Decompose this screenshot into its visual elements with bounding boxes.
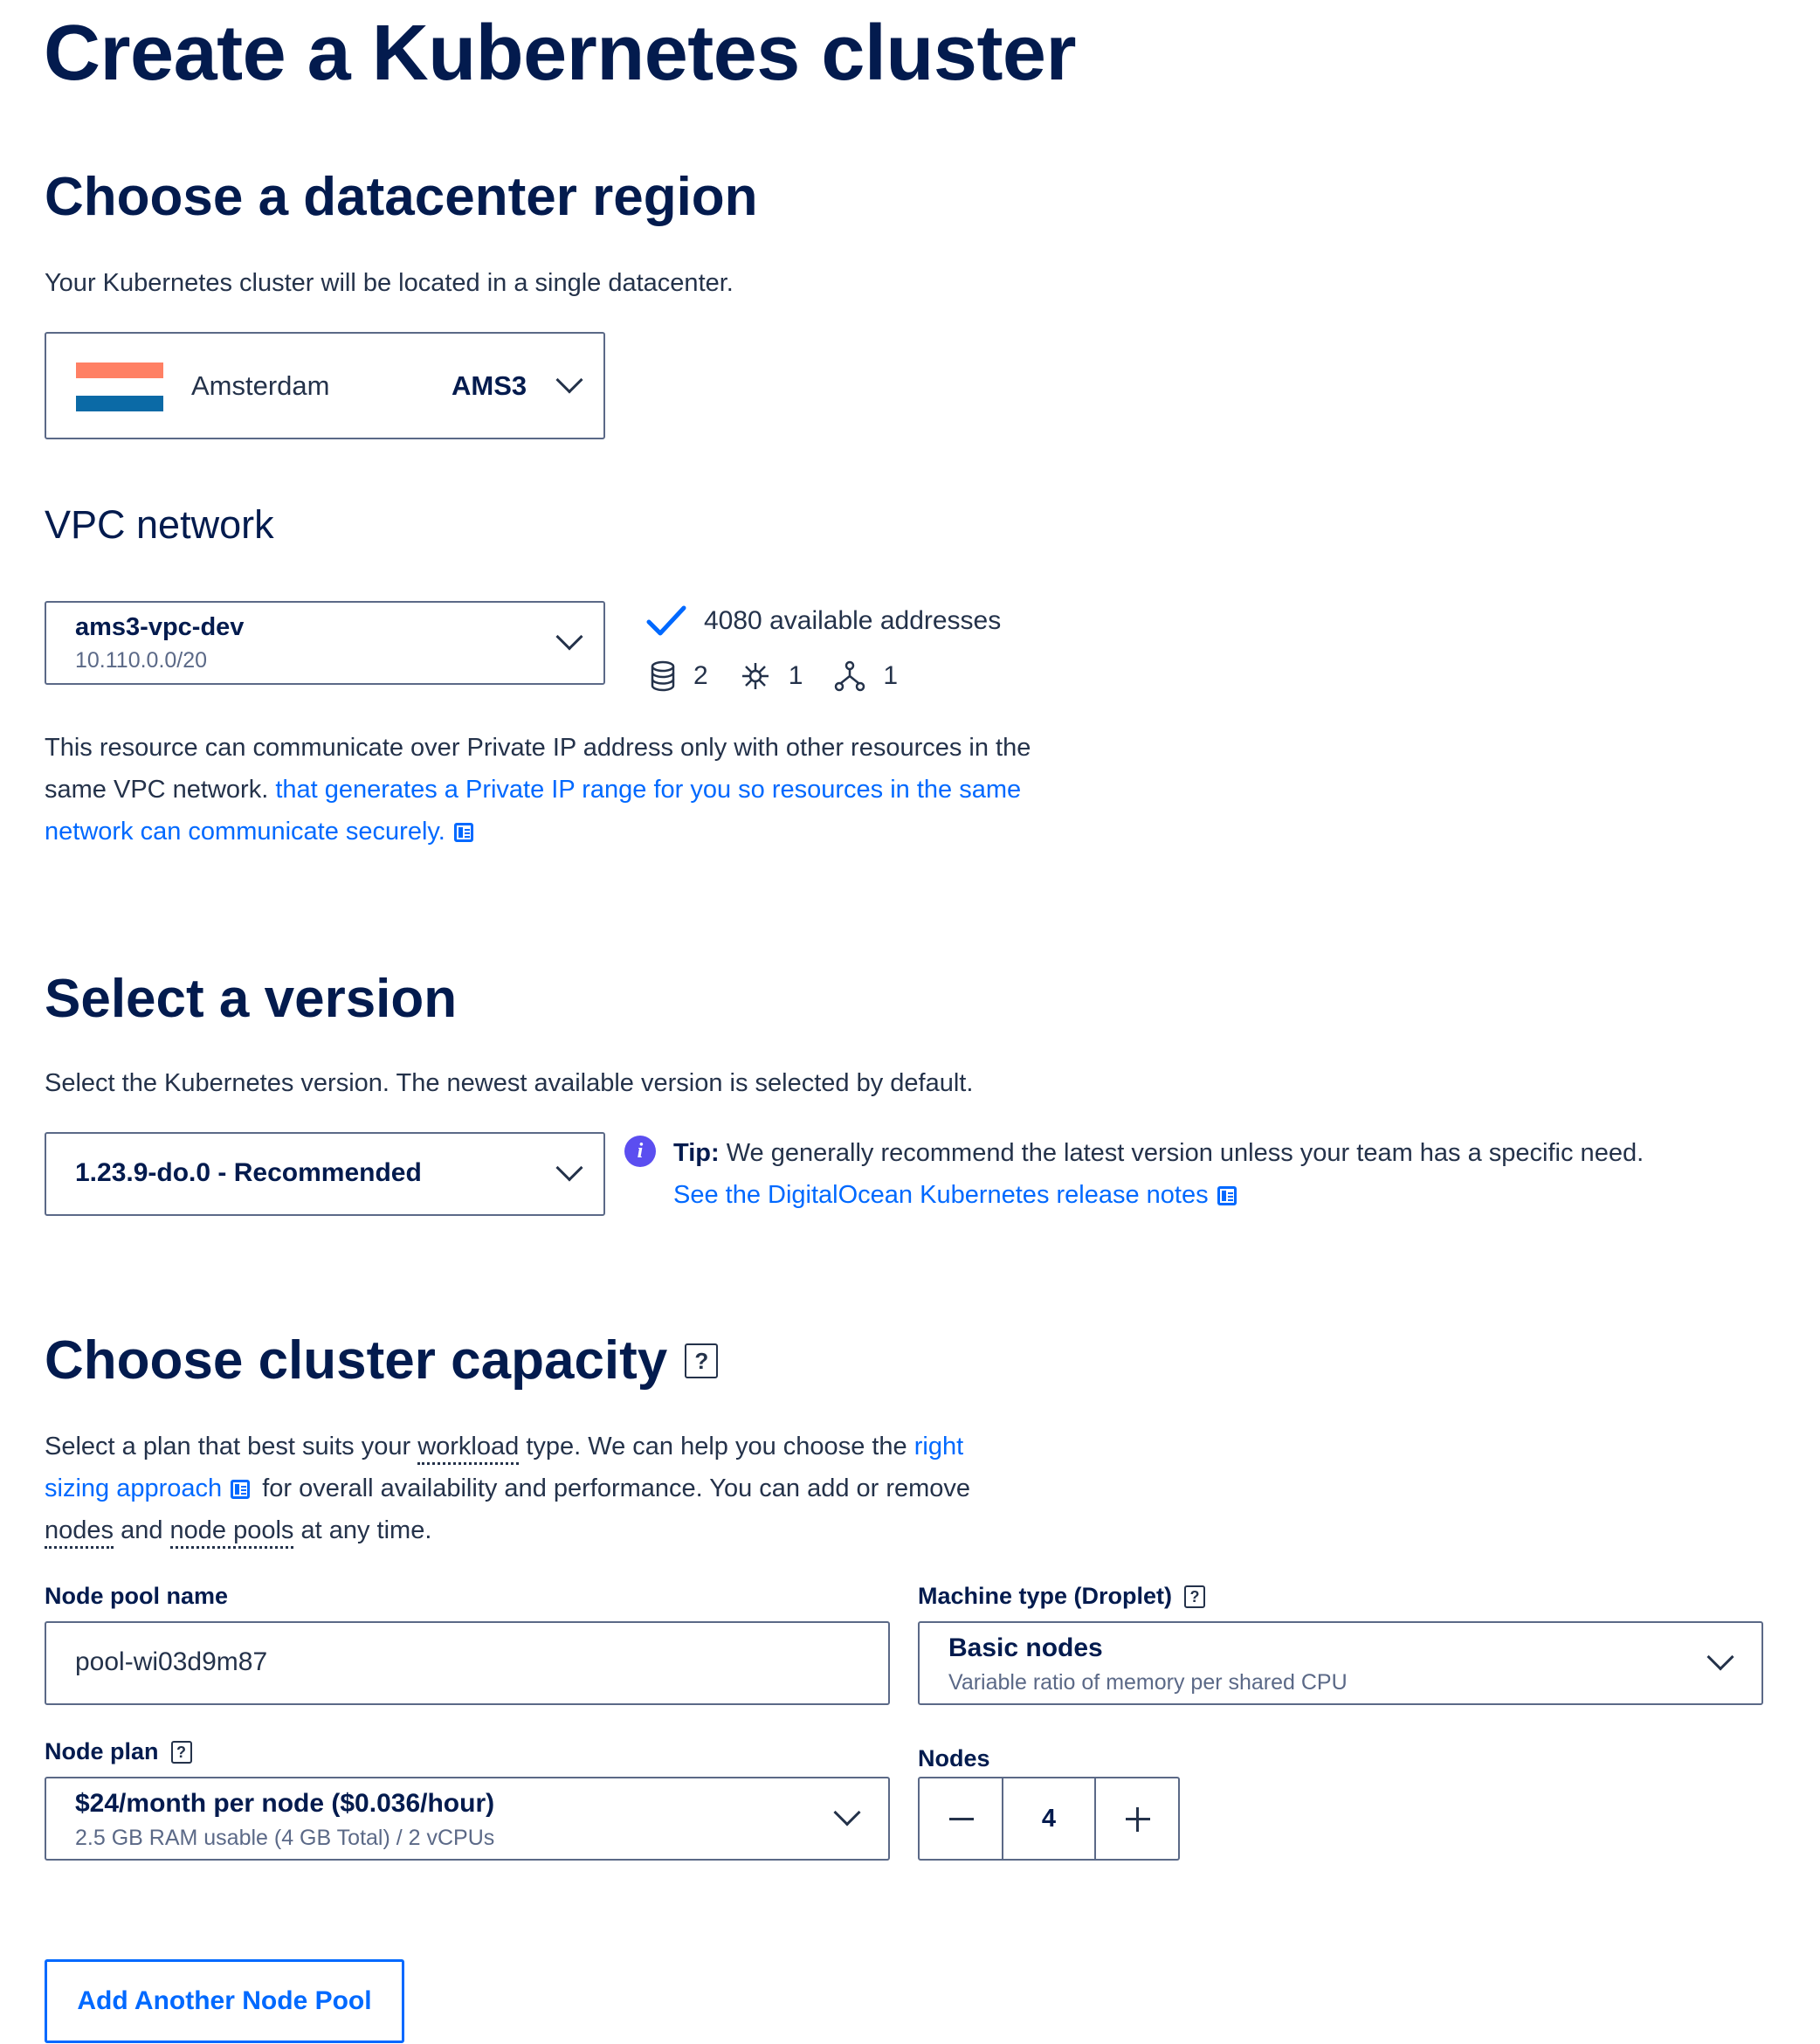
sizing-link[interactable]: sizing approach (45, 1474, 223, 1502)
node-plan-subtitle: 2.5 GB RAM usable (4 GB Total) / 2 vCPUs (75, 1826, 495, 1850)
release-notes-link[interactable]: See the DigitalOcean Kubernetes release notes (673, 1181, 1209, 1209)
nodes-label: Nodes (918, 1745, 990, 1771)
node-plan-title: $24/month per node ($0.036/hour) (75, 1789, 495, 1818)
node-plan-select[interactable] (45, 1777, 890, 1861)
help-icon[interactable]: ? (1184, 1585, 1205, 1608)
node-pool-name-label: Node pool name (45, 1583, 229, 1609)
vpc-info (45, 727, 1093, 853)
machine-type-label: Machine type (Droplet) (918, 1583, 1173, 1609)
vpc-availability (646, 604, 1001, 638)
machine-type-subtitle: Variable ratio of memory per shared CPU (948, 1670, 1348, 1695)
machine-type-label-row (918, 1583, 1205, 1610)
info-icon: i (624, 1136, 656, 1167)
vpc-info-text: This resource can communicate over Private IP address only with other resources in the same VPC network. (45, 734, 1031, 804)
node-pool-name-input[interactable] (45, 1621, 890, 1705)
chevron-down-icon (1706, 1643, 1734, 1670)
region-description: Your Kubernetes cluster will be located in a single datacenter. (45, 269, 734, 297)
help-icon[interactable]: ? (685, 1343, 718, 1378)
capacity-desc-text: for overall availability and performance. You can add or remove (262, 1474, 971, 1502)
machine-type-title: Basic nodes (948, 1633, 1103, 1662)
capacity-desc-text: Select a plan that best suits your (45, 1433, 411, 1460)
region-code: AMS3 (452, 370, 527, 401)
cluster-count: 1 (788, 661, 803, 690)
checkmark-icon (646, 604, 686, 638)
capacity-heading: Choose cluster capacity (45, 1330, 668, 1391)
version-description: Select the Kubernetes version. The newest available version is selected by default. (45, 1069, 974, 1097)
workload-term[interactable]: workload (417, 1433, 519, 1465)
version-select[interactable] (45, 1132, 605, 1216)
increment-button[interactable] (1094, 1778, 1178, 1859)
docs-icon (454, 823, 473, 842)
nodes-stepper (918, 1777, 1180, 1861)
nodes-term[interactable]: nodes (45, 1516, 114, 1549)
nodes-count-input[interactable]: 4 (1041, 1804, 1057, 1833)
netherlands-flag-icon (76, 363, 163, 411)
vpc-resource-counts (650, 660, 898, 692)
machine-type-select[interactable] (918, 1621, 1763, 1705)
chevron-down-icon (555, 1154, 583, 1181)
load-balancer-icon (834, 660, 865, 692)
add-node-pool-button[interactable]: Add Another Node Pool (45, 1959, 404, 2043)
vpc-heading: VPC network (45, 502, 274, 547)
capacity-desc-text: type. We can help you choose the (526, 1433, 907, 1460)
load-balancer-count: 1 (883, 661, 899, 690)
decrement-button[interactable] (920, 1778, 1003, 1859)
capacity-heading-row (45, 1329, 718, 1391)
vpc-select[interactable] (45, 601, 605, 685)
database-count: 2 (693, 661, 708, 690)
version-selected: 1.23.9-do.0 - Recommended (75, 1158, 422, 1187)
available-addresses: 4080 available addresses (704, 606, 1002, 635)
kubernetes-icon (740, 660, 771, 692)
minus-icon (949, 1818, 974, 1820)
node-pool-name-value: pool-wi03d9m87 (75, 1647, 268, 1676)
page-title: Create a Kubernetes cluster (44, 10, 1076, 97)
version-heading: Select a version (45, 969, 458, 1029)
tip-text: We generally recommend the latest version unless your team has a specific need. (726, 1139, 1644, 1167)
version-tip (673, 1132, 1774, 1216)
capacity-desc-text: at any time. (300, 1516, 432, 1544)
docs-icon (1217, 1186, 1237, 1205)
tip-label: Tip: (673, 1139, 720, 1167)
help-icon[interactable]: ? (171, 1741, 192, 1764)
chevron-down-icon (555, 623, 583, 650)
region-select[interactable] (45, 332, 605, 439)
plus-icon-vertical (1136, 1807, 1139, 1832)
capacity-desc-text: and (121, 1516, 163, 1544)
chevron-down-icon (555, 366, 583, 393)
vpc-cidr: 10.110.0.0/20 (75, 648, 208, 673)
region-heading: Choose a datacenter region (45, 167, 758, 227)
node-plan-label: Node plan (45, 1738, 159, 1764)
docs-icon (231, 1480, 250, 1499)
region-name: Amsterdam (191, 370, 330, 401)
vpc-name: ams3-vpc-dev (75, 613, 245, 641)
node-pools-term[interactable]: node pools (170, 1516, 294, 1549)
database-icon (650, 660, 676, 692)
sizing-link[interactable]: right (913, 1433, 964, 1460)
chevron-down-icon (833, 1799, 860, 1826)
vpc-info-link[interactable]: that generates a Private IP range for you so resources in the same network can communicate securely. (45, 776, 1022, 846)
node-plan-label-row (45, 1738, 192, 1765)
capacity-description (45, 1426, 1093, 1551)
